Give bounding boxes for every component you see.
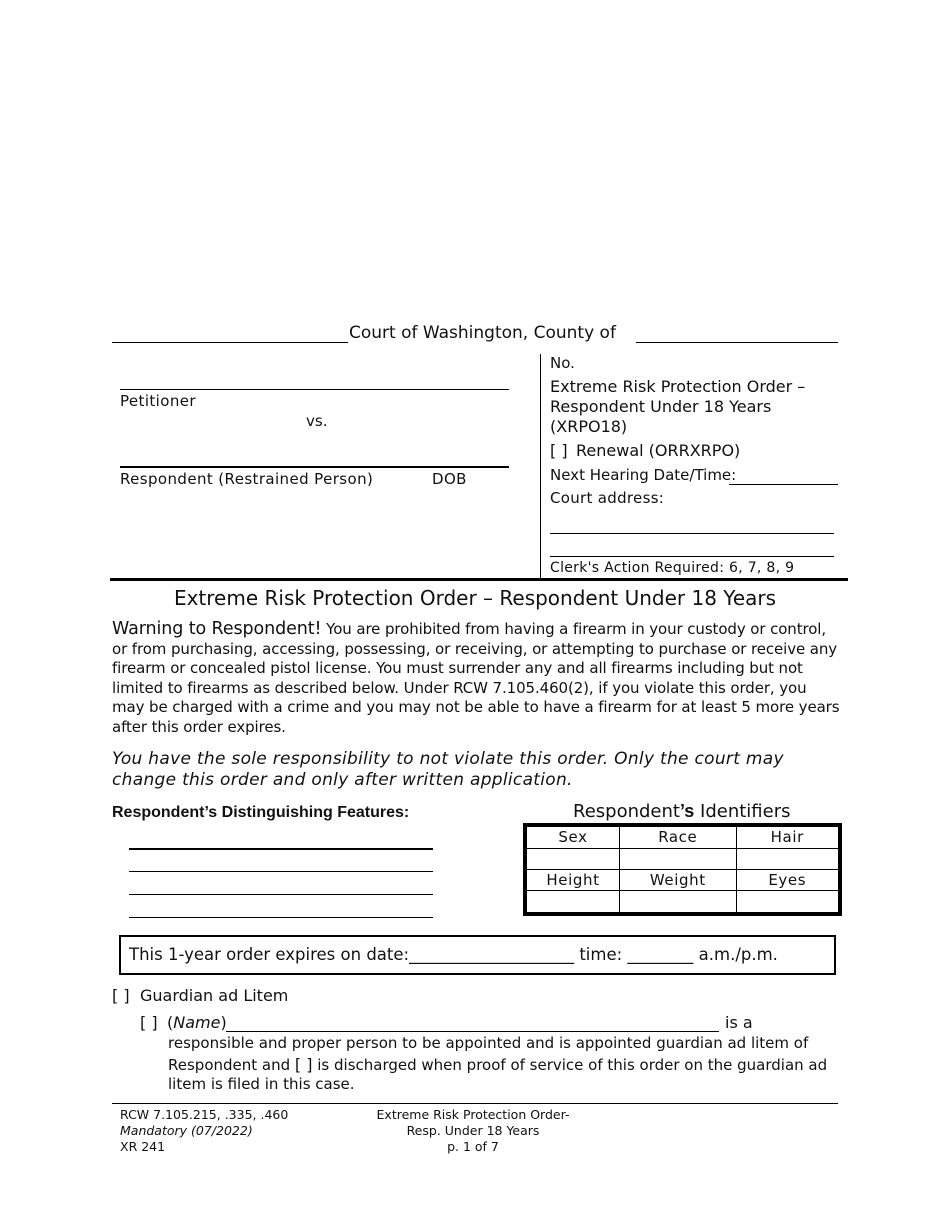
features-line-4[interactable] xyxy=(129,917,433,918)
guardian-appoint-checkbox[interactable]: [ ] xyxy=(140,1013,158,1032)
guardian-name-label: (Name) xyxy=(167,1013,227,1032)
guardian-body-line2-a: Respondent and xyxy=(168,1056,291,1074)
doc-title-line1: Extreme Risk Protection Order – xyxy=(550,377,806,396)
race-header: Race xyxy=(620,825,737,848)
sex-header: Sex xyxy=(525,825,620,848)
identifiers-table xyxy=(523,823,842,916)
guardian-body-line2-b: is discharged when proof of service of this order on the guardian ad xyxy=(317,1056,828,1074)
hair-value-cell[interactable] xyxy=(736,848,840,869)
footer-statute: RCW 7.105.215, .335, .460 xyxy=(120,1107,289,1122)
court-address-blank-1[interactable] xyxy=(550,533,834,534)
identifiers-title xyxy=(573,801,791,822)
petitioner-label: Petitioner xyxy=(120,392,196,410)
expiration-text[interactable]: This 1-year order expires on date:____________________ time: ________ a.m./p.m. xyxy=(129,945,778,964)
guardian-body-line1: responsible and proper person to be appointed and is appointed guardian ad litem of xyxy=(168,1034,809,1052)
identifiers-title-a: Respondent xyxy=(573,801,680,822)
expiration-box xyxy=(119,935,836,975)
warning-body: You are prohibited from having a firearm in your custody or control, or from purchasing, accessing, possessing, or receiving, or attempting to purchase or receive any firearm or concealed pistol license. You must surrender any and all firearms including but not limited to firearms as described below. Under RCW 7.105.460(2), if you violate this order, you may be charged with a crime and you may not be able to have a firearm for at least 5 more years after this order expires. xyxy=(112,620,840,736)
dob-label: DOB xyxy=(432,470,467,488)
identifiers-title-b: ’s xyxy=(679,801,695,821)
footer-mandatory: Mandatory (07/2022) xyxy=(120,1123,253,1138)
features-line-2[interactable] xyxy=(129,871,433,872)
footer-center xyxy=(362,1107,584,1155)
court-address-blank-2[interactable] xyxy=(550,556,834,557)
doc-title-line3: (XRPO18) xyxy=(550,417,628,436)
eyes-value-cell[interactable] xyxy=(736,891,840,914)
vs-label: vs. xyxy=(306,412,328,430)
distinguishing-features-label: Respondent’s Distinguishing Features: xyxy=(112,804,410,821)
features-line-1[interactable] xyxy=(129,848,433,850)
weight-value-cell[interactable] xyxy=(620,891,737,914)
next-hearing-label: Next Hearing Date/Time: xyxy=(550,466,737,484)
renewal-label: Renewal (ORRXRPO) xyxy=(576,441,741,460)
hair-header: Hair xyxy=(736,825,840,848)
footer-rule xyxy=(112,1103,838,1104)
race-value-cell[interactable] xyxy=(620,848,737,869)
guardian-checkbox[interactable]: [ ] xyxy=(112,986,130,1005)
eyes-header: Eyes xyxy=(736,869,840,890)
features-line-3[interactable] xyxy=(129,894,433,895)
guardian-name-blank[interactable] xyxy=(226,1031,719,1032)
height-header: Height xyxy=(525,869,620,890)
petitioner-name-blank[interactable] xyxy=(120,389,509,390)
clerk-action-note: Clerk's Action Required: 6, 7, 8, 9 xyxy=(550,560,795,576)
guardian-body-line2 xyxy=(168,1055,827,1074)
renewal-checkbox[interactable]: [ ] xyxy=(550,441,568,460)
case-number-label: No. xyxy=(550,354,575,372)
guardian-name-label-italic: Name xyxy=(173,1013,221,1032)
footer-left xyxy=(120,1107,288,1155)
county-court-blank[interactable] xyxy=(112,342,348,343)
guardian-heading: Guardian ad Litem xyxy=(140,986,289,1005)
caption-divider xyxy=(540,354,541,578)
respondent-label: Respondent (Restrained Person) xyxy=(120,470,374,488)
doc-title-line2: Respondent Under 18 Years xyxy=(550,397,772,416)
weight-header: Weight xyxy=(620,869,737,890)
footer-form-subtitle: Resp. Under 18 Years xyxy=(406,1123,540,1138)
caption-bottom-rule xyxy=(110,578,848,581)
next-hearing-blank[interactable] xyxy=(729,484,838,485)
warning-heading: Warning to Respondent! xyxy=(112,619,322,639)
identifiers-title-c: Identifiers xyxy=(694,801,791,822)
court-line-label: Court of Washington, County of xyxy=(349,323,616,343)
respondent-name-blank[interactable] xyxy=(120,466,509,468)
footer-page-number: p. 1 of 7 xyxy=(447,1139,499,1154)
footer-form-number: XR 241 xyxy=(120,1139,166,1154)
responsibility-statement: You have the sole responsibility to not violate this order. Only the court may change this order and only after written application. xyxy=(112,749,784,790)
page-title: Extreme Risk Protection Order – Respondent Under 18 Years xyxy=(173,586,777,610)
footer-form-title: Extreme Risk Protection Order- xyxy=(376,1107,570,1122)
guardian-body-line3: litem is filed in this case. xyxy=(168,1075,355,1093)
height-value-cell[interactable] xyxy=(525,891,620,914)
court-address-label: Court address: xyxy=(550,489,665,507)
guardian-is-a: is a xyxy=(725,1013,753,1032)
sex-value-cell[interactable] xyxy=(525,848,620,869)
warning-paragraph xyxy=(112,620,842,737)
county-name-blank[interactable] xyxy=(636,342,838,343)
guardian-discharge-checkbox[interactable]: [ ] xyxy=(294,1055,313,1074)
